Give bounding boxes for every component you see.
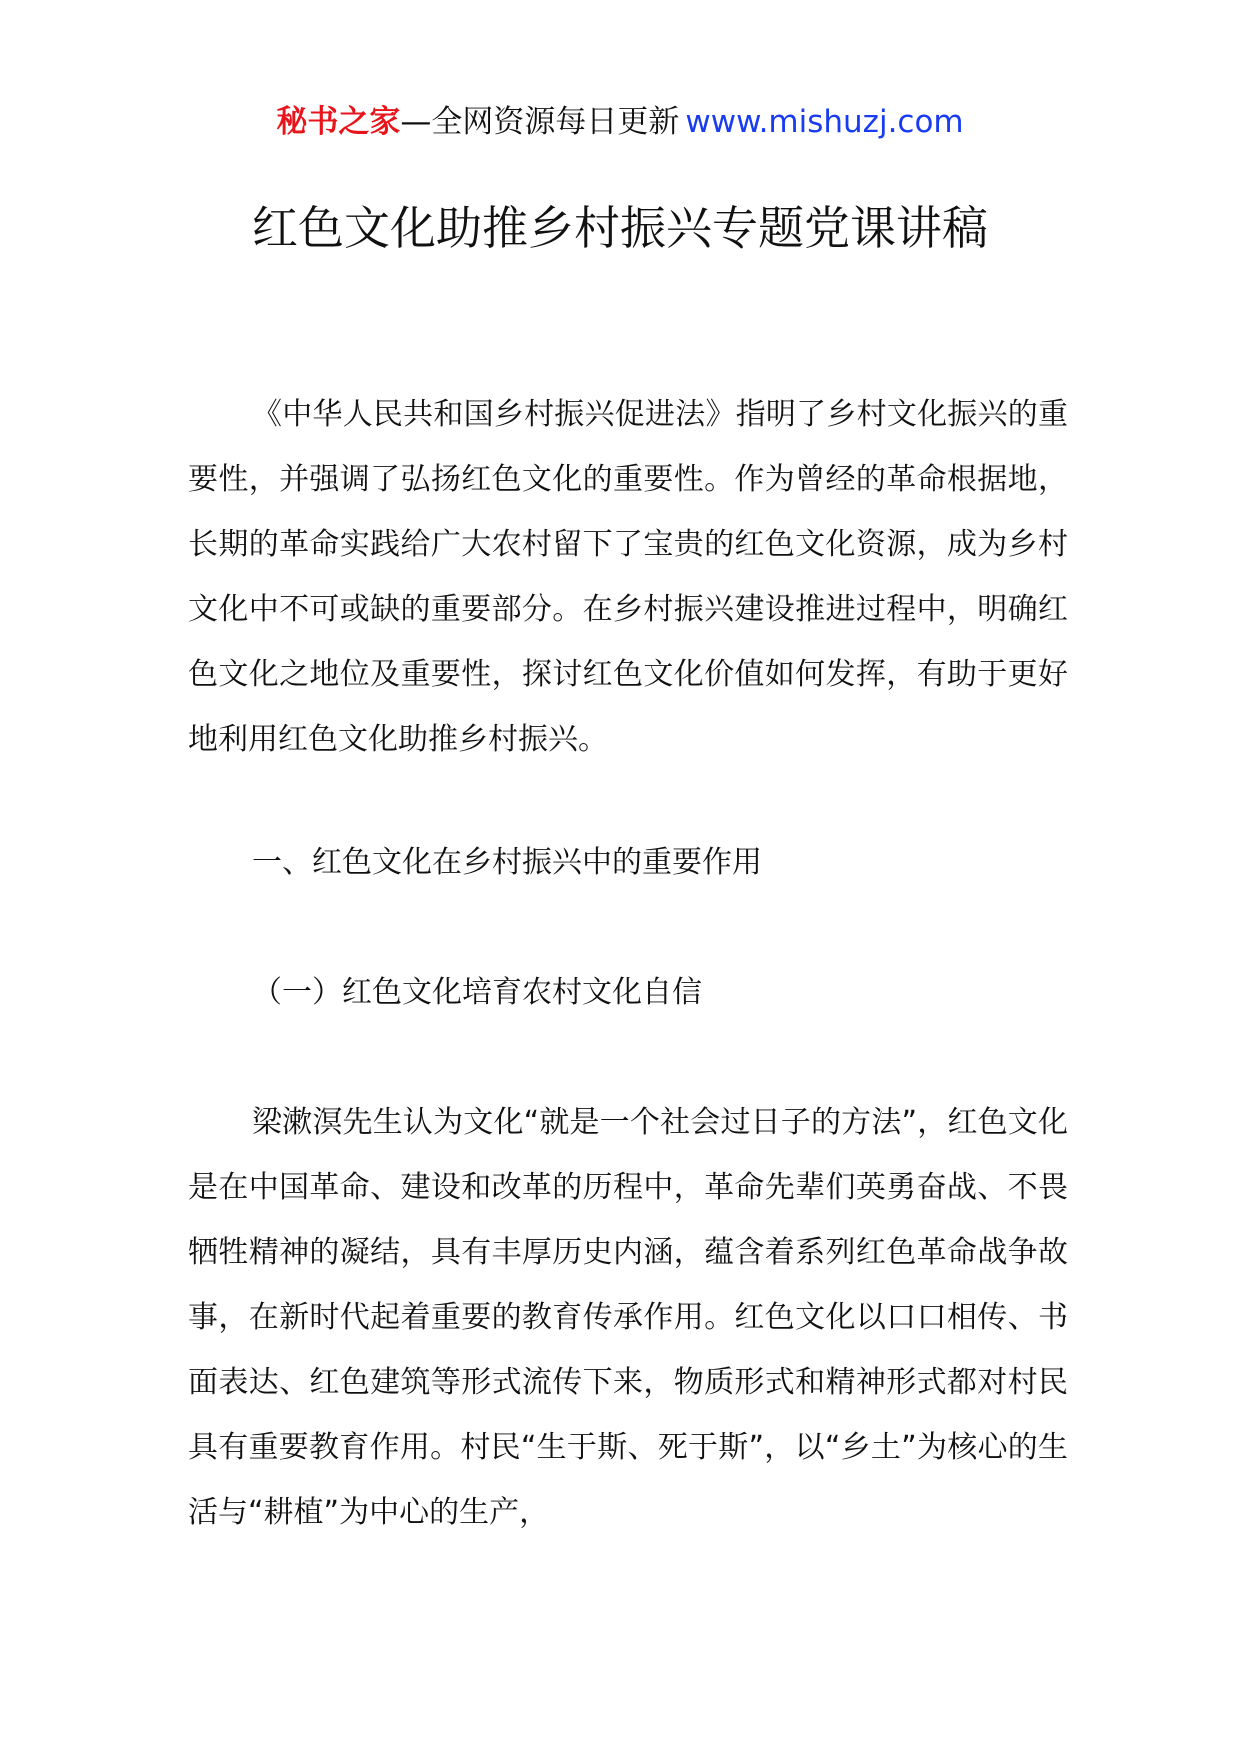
section-heading: 一、红色文化在乡村振兴中的重要作用 (252, 845, 762, 880)
paragraph-text: 《中华人民共和国乡村振兴促进法》指明了乡村文化振兴的重要性，并强调了弘扬红色文化的重要性。作为曾经的革命根据地，长期的革命实践给广大农村留下了宝贵的红色文化资源，成为乡村文化中不可或缺的重要部分。在乡村振兴建设推进过程中，明确红色文化之地位及重要性，探讨红色文化价值如何发挥，有助于更好地利用红色文化助推乡村振兴。 (188, 397, 1068, 757)
site-header (0, 100, 1240, 144)
brand-name: 秘书之家 (276, 104, 401, 140)
intro-paragraph (188, 382, 1068, 772)
site-url-link[interactable]: www.mishuzj.com (685, 104, 964, 140)
body-paragraph (188, 1090, 1068, 1545)
subsection-heading: （一）红色文化培育农村文化自信 (252, 975, 702, 1010)
document-title: 红色文化助推乡村振兴专题党课讲稿 (252, 201, 988, 255)
header-tagline: —全网资源每日更新 (400, 104, 680, 140)
paragraph-text: 梁漱溟先生认为文化“就是一个社会过日子的方法”，红色文化是在中国革命、建设和改革的历程中，革命先辈们英勇奋战、不畏牺牲精神的凝结，具有丰厚历史内涵，蕴含着系列红色革命战争故事，在新时代起着重要的教育传承作用。红色文化以口口相传、书面表达、红色建筑等形式流传下来，物质形式和精神形式都对村民具有重要教育作用。村民“生于斯、死于斯”，以“乡土”为核心的生活与“耕植”为中心的生产， (188, 1105, 1068, 1530)
